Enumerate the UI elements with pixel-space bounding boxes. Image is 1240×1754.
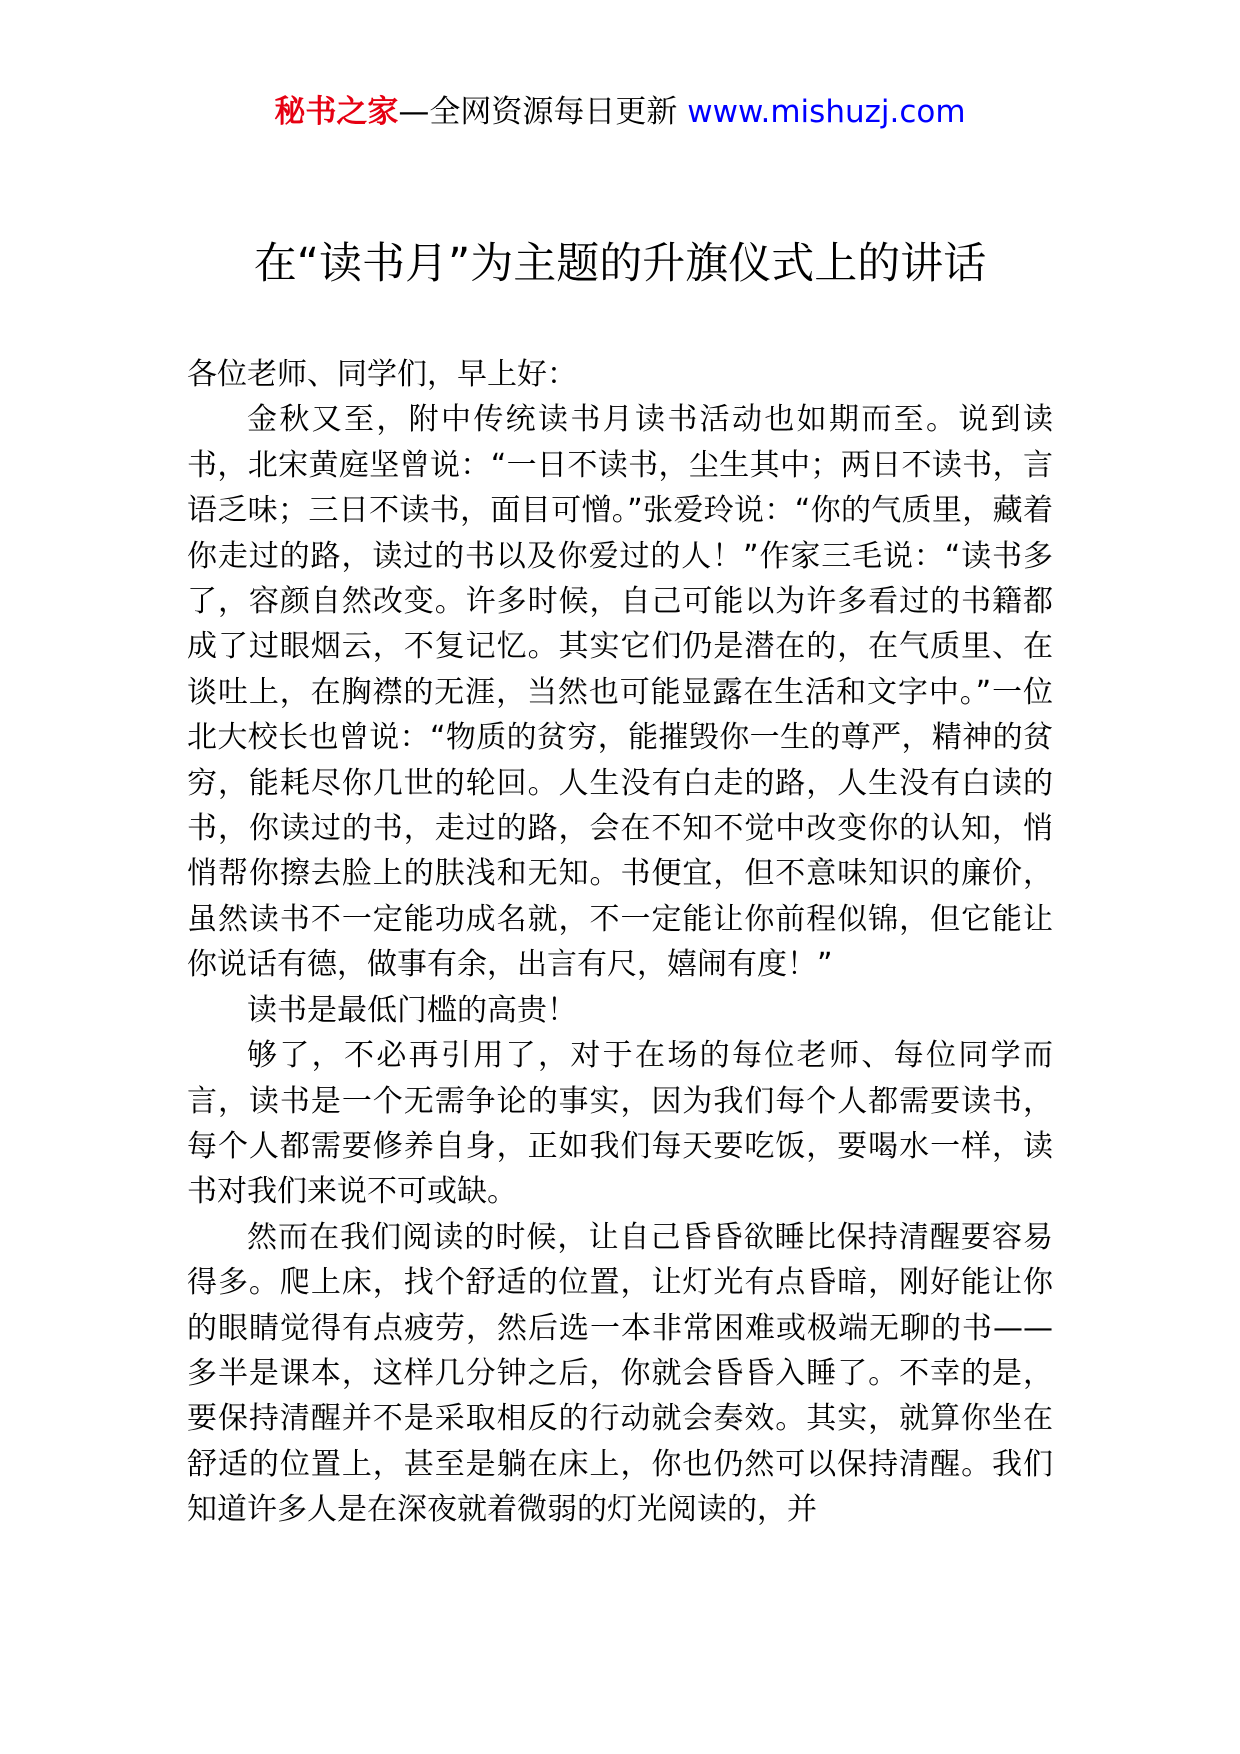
paragraph: 读书是最低门槛的高贵！ [247, 992, 577, 1028]
paragraph: 够了，不必再引用了，对于在场的每位老师、每位同学而言，读书是一个无需争论的事实，因为我们每个人都需要读书，每个人都需要修养自身，正如我们每天要吃饭，要喝水一样，读书对我们来说不可或缺。 [187, 1038, 1053, 1210]
document-body [187, 352, 1053, 1533]
site-header [0, 92, 1240, 132]
paragraph: 然而在我们阅读的时候，让自己昏昏欲睡比保持清醒要容易得多。爬上床，找个舒适的位置，让灯光有点昏暗，刚好能让你的眼睛觉得有点疲劳，然后选一本非常困难或极端无聊的书——多半是课本，这样几分钟之后，你就会昏昏入睡了。不幸的是，要保持清醒并不是采取相反的行动就会奏效。其实，就算你坐在舒适的位置上，甚至是躺在床上，你也仍然可以保持清醒。我们知道许多人是在深夜就着微弱的灯光阅读的，并 [187, 1219, 1053, 1528]
document-title: 在“读书月”为主题的升旗仪式上的讲话 [253, 239, 987, 289]
site-url-link[interactable]: www.mishuzj.com [687, 94, 966, 130]
paragraph: 金秋又至，附中传统读书月读书活动也如期而至。说到读书，北宋黄庭坚曾说：“一日不读书，尘生其中；两日不读书，言语乏味；三日不读书，面目可憎。”张爱玲说：“你的气质里，藏着你走过的路，读过的书以及你爱过的人！”作家三毛说：“读书多了，容颜自然改变。许多时候，自己可能以为许多看过的书籍都成了过眼烟云，不复记忆。其实它们仍是潜在的，在气质里、在谈吐上，在胸襟的无涯，当然也可能显露在生活和文字中。”一位北大校长也曾说：“物质的贫穷，能摧毁你一生的尊严，精神的贫穷，能耗尽你几世的轮回。人生没有白走的路，人生没有白读的书，你读过的书，走过的路，会在不知不觉中改变你的认知，悄悄帮你擦去脸上的肤浅和无知。书便宜，但不意味知识的廉价，虽然读书不一定能功成名就，不一定能让你前程似锦，但它能让你说话有德，做事有余，出言有尺，嬉闹有度！” [187, 402, 1053, 983]
site-tagline: —全网资源每日更新 [398, 94, 688, 130]
site-brand: 秘书之家 [274, 94, 399, 130]
greeting: 各位老师、同学们，早上好： [187, 357, 577, 392]
